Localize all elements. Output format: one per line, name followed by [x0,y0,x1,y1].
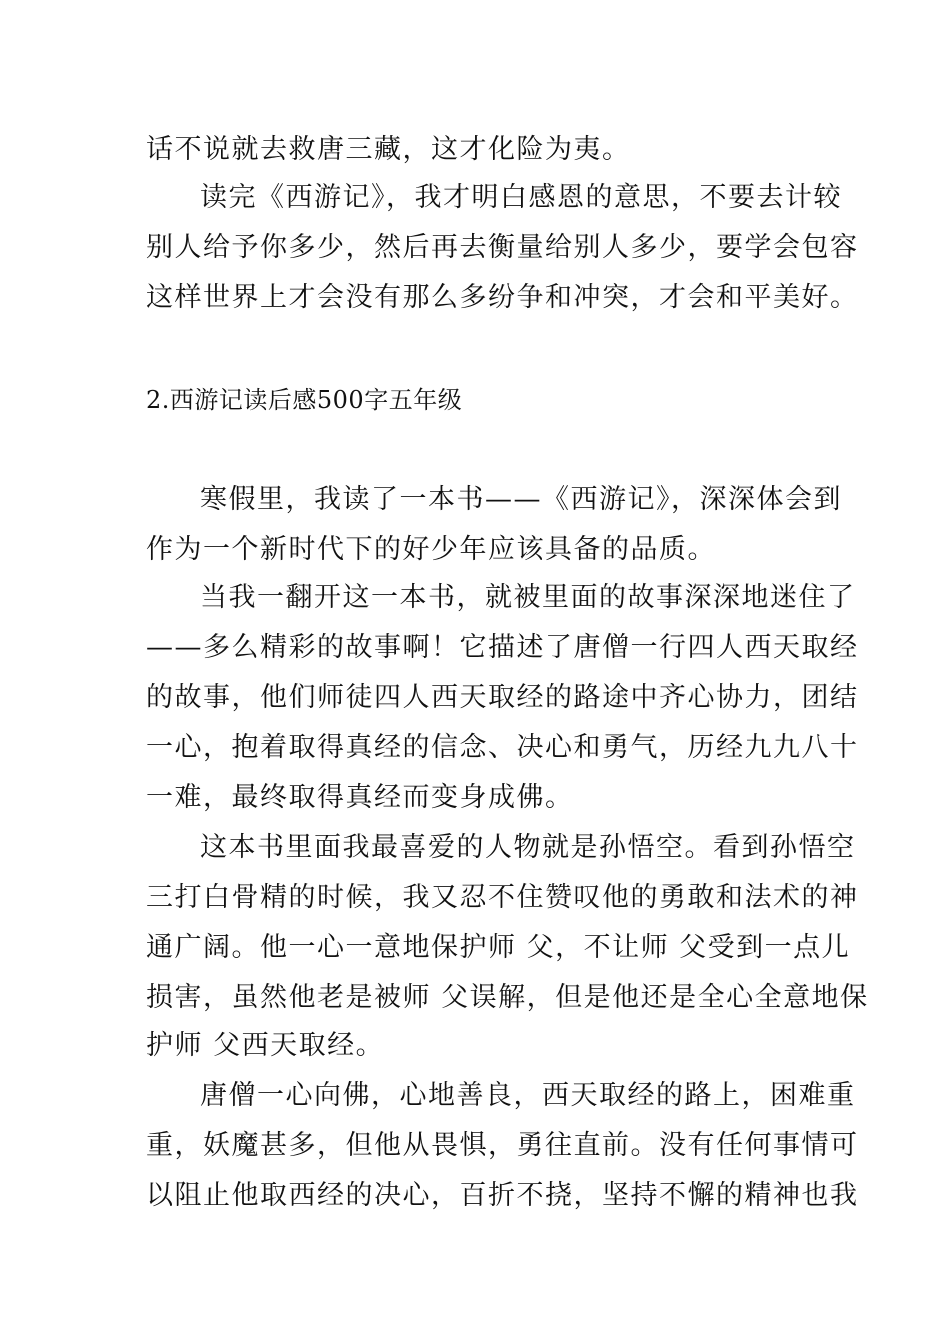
paragraph-line: 一难，最终取得真经而变身成佛。 [146,782,574,813]
paragraph-line: 话不说就去救唐三藏，这才化险为夷。 [146,134,631,165]
paragraph-line: 别人给予你多少，然后再去衡量给别人多少，要学会包容 [146,232,859,263]
paragraph-line: 三打白骨精的时候，我又忍不住赞叹他的勇敢和法术的神 [146,882,859,913]
paragraph-line: 以阻止他取西经的决心，百折不挠，坚持不懈的精神也我 [146,1180,859,1211]
paragraph-line: 读完《西游记》，我才明白感恩的意思，不要去计较 [200,182,842,213]
paragraph-line: 重，妖魔甚多，但他从畏惧，勇往直前。没有任何事情可 [146,1130,859,1161]
section-heading: 2.西游记读后感500字五年级 [146,386,463,414]
paragraph-line: 损害，虽然他老是被师 父误解，但是他还是全心全意地保 [146,982,869,1013]
paragraph-line: 寒假里，我读了一本书——《西游记》，深深体会到 [200,484,842,515]
paragraph-line: 这样世界上才会没有那么多纷争和冲突，才会和平美好。 [146,282,859,313]
paragraph-line: 通广阔。他一心一意地保护师 父，不让师 父受到一点儿 [146,932,851,963]
paragraph-line: 这本书里面我最喜爱的人物就是孙悟空。看到孙悟空 [200,832,856,863]
paragraph-line: 唐僧一心向佛，心地善良，西天取经的路上，困难重 [200,1080,856,1111]
paragraph-line: 当我一翻开这一本书，就被里面的故事深深地迷住了 [200,582,856,613]
paragraph-line: ——多么精彩的故事啊！它描述了唐僧一行四人西天取经 [146,632,859,663]
paragraph-line: 一心，抱着取得真经的信念、决心和勇气，历经九九八十 [146,732,859,763]
paragraph-line: 作为一个新时代下的好少年应该具备的品质。 [146,534,716,565]
paragraph-line: 护师 父西天取经。 [146,1030,385,1061]
paragraph-line: 的故事，他们师徒四人西天取经的路途中齐心协力，团结 [146,682,859,713]
